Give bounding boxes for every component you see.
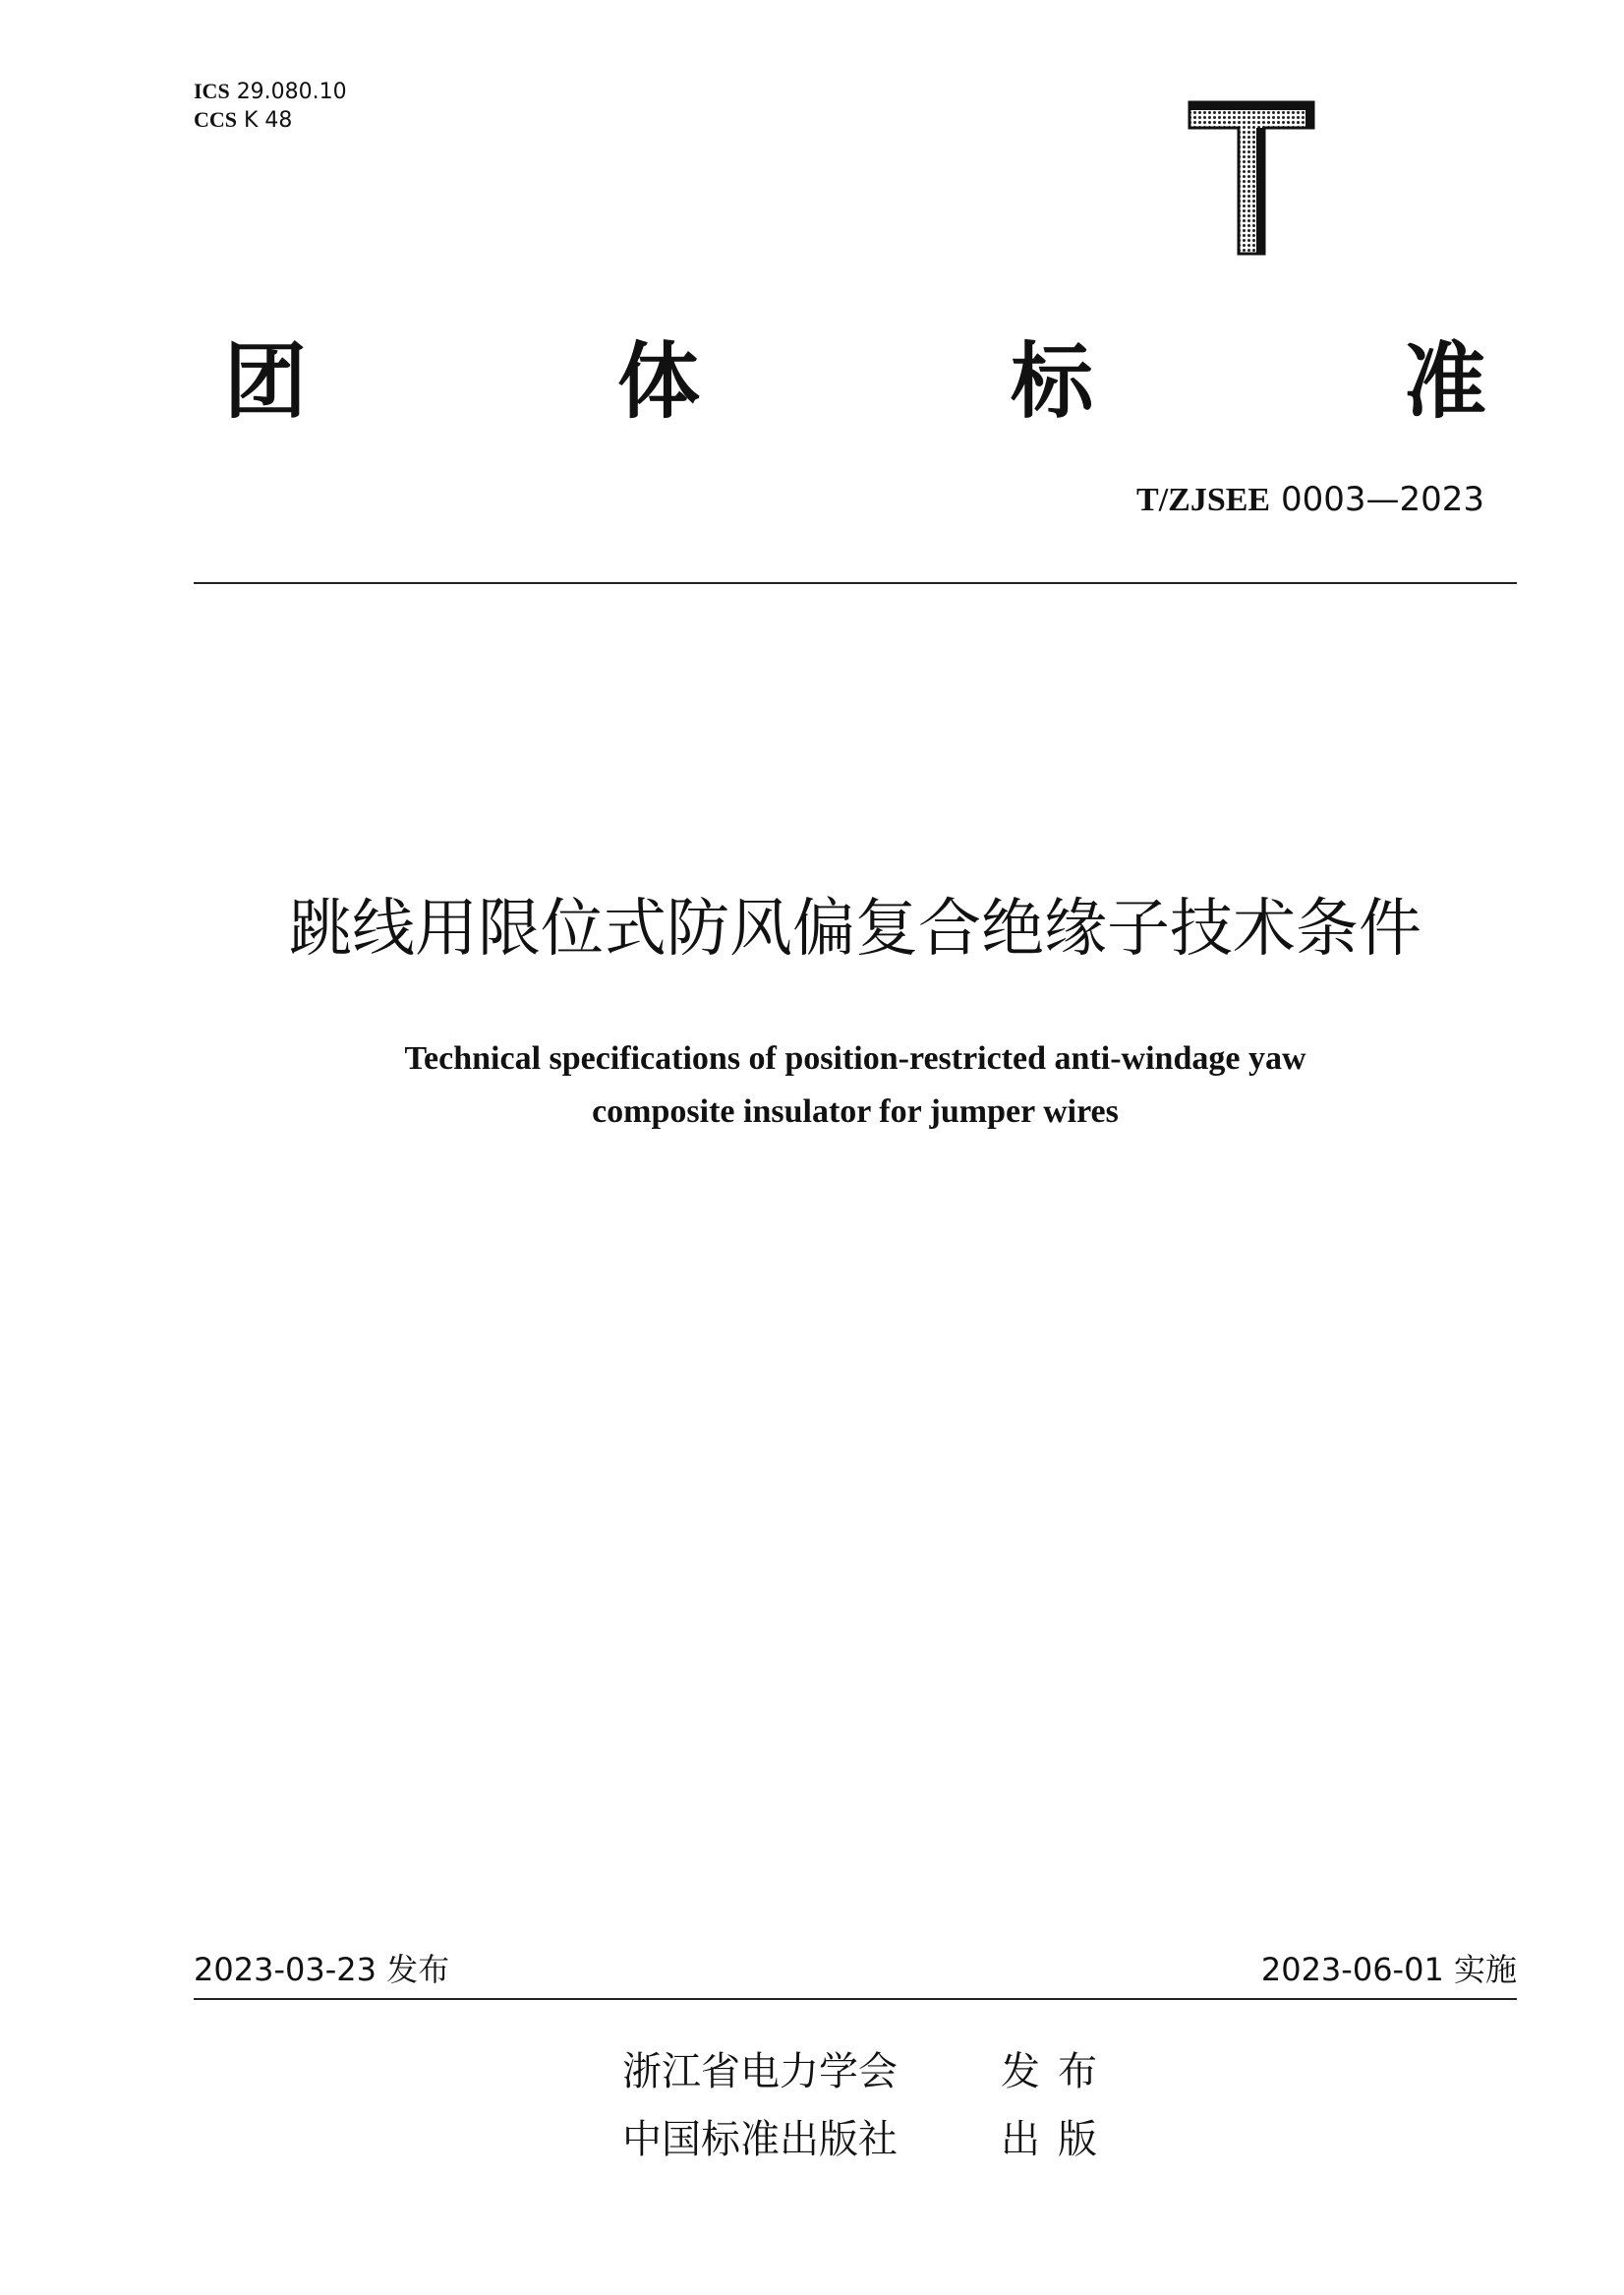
title-english-line-2: composite insulator for jumper wires [592,1093,1119,1130]
effective-date: 2023-06-01 实施 [1260,1951,1517,1988]
release-date: 2023-03-23 发布 [194,1951,450,1988]
ics-classification [194,77,347,107]
ccs-code: K 48 [244,108,293,133]
group-title-char: 准 [1403,332,1486,430]
printer-action: 出版 [1001,2117,1115,2162]
document-title-chinese: 跳线用限位式防风偏复合绝缘子技术条件 [289,893,1421,966]
publisher-action: 发布 [1001,2049,1115,2094]
top-divider [194,582,1517,584]
standard-number-value: 0003—2023 [1280,480,1484,519]
ccs-classification [194,105,292,136]
group-title-char: 标 [1010,332,1093,430]
publisher-name: 浙江省电力学会 [622,2049,898,2094]
ccs-label: CCS [194,107,238,132]
document-title-english [0,1032,1624,1139]
group-standard-heading [224,321,1486,429]
standard-number-prefix: T/ZJSEE [1136,482,1271,518]
standard-number [1136,480,1484,519]
group-title-char: 团 [224,332,308,430]
standard-type-t-logo [1188,100,1315,256]
title-english-line-1: Technical specifications of position-restricted anti-windage yaw [404,1040,1306,1077]
ics-label: ICS [194,79,230,103]
group-title-char: 体 [616,332,700,430]
bottom-divider [194,1998,1517,2000]
printer-name: 中国标准出版社 [622,2117,898,2162]
ics-code: 29.080.10 [236,80,347,104]
